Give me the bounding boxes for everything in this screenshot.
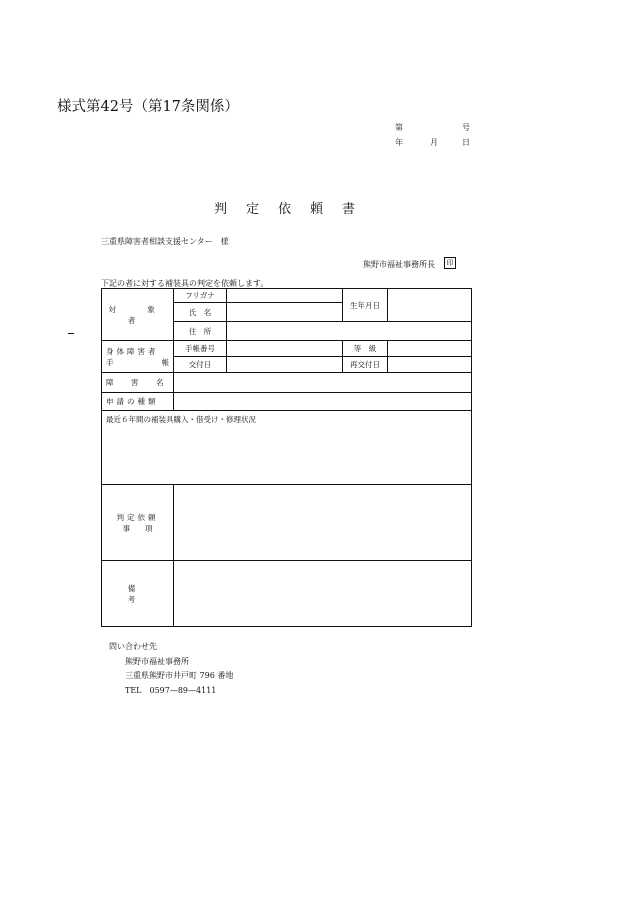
remarks-label: 備 考 (127, 583, 187, 604)
grade-label: 等 級 (343, 341, 388, 357)
subject-label: 対 象 者 (108, 304, 187, 325)
history-label: 最近６年間の補装具購入・借受け・修理状況 (106, 415, 256, 424)
request-items-label-line2: 事 項 (122, 523, 153, 533)
contact-tel: TEL 0597—89—4111 (125, 686, 217, 695)
handbook-label-cell (102, 341, 174, 373)
birthdate-value[interactable] (388, 289, 472, 322)
sender: 熊野市福祉事務所長 (363, 260, 435, 269)
handbook-number-label: 手帳番号 (174, 341, 227, 357)
birthdate-label: 生年月日 (343, 289, 388, 322)
address-label: 住 所 (174, 322, 227, 341)
application-type-value[interactable] (174, 393, 472, 411)
number-label-go: 号 (462, 123, 470, 132)
request-form-table (101, 288, 472, 627)
addressee: 三重県障害者相談支援センター 様 (101, 237, 229, 246)
reissue-date-value[interactable] (388, 357, 472, 373)
application-type-label-cell (102, 393, 174, 411)
contact-office: 熊野市福祉事務所 (125, 657, 189, 666)
request-items-label-line1: 判定依頼 (116, 512, 159, 522)
intro-text: 下記の者に対する補装具の判定を依頼します。 (101, 279, 269, 288)
number-label-dai: 第 (395, 123, 403, 132)
issue-date-label: 交付日 (174, 357, 227, 373)
date-label-year: 年 (395, 138, 403, 147)
handbook-number-value[interactable] (227, 341, 343, 357)
date-label-day: 日 (462, 138, 470, 147)
history-cell[interactable] (102, 411, 472, 485)
handbook-label-line2 (106, 357, 169, 368)
furigana-label: フリガナ (174, 289, 227, 303)
handbook-label-cho: 帳 (161, 357, 169, 367)
form-number: 様式第42号（第17条関係） (57, 99, 239, 115)
name-label: 氏 名 (174, 303, 227, 322)
reissue-date-label: 再交付日 (343, 357, 388, 373)
contact-address: 三重県熊野市井戸町 796 番地 (125, 671, 234, 680)
issue-date-value[interactable] (227, 357, 343, 373)
handbook-label-te: 手 (106, 357, 114, 367)
request-items-value[interactable] (174, 485, 472, 561)
furigana-value[interactable] (227, 289, 343, 303)
margin-mark (68, 333, 74, 334)
subject-label-cell (102, 289, 187, 341)
document-title: 判定依頼書 (214, 202, 375, 217)
date-label-month: 月 (430, 138, 438, 147)
remarks-label-cell (102, 561, 187, 627)
disability-name-label-cell (102, 373, 174, 393)
contact-heading: 問い合わせ先 (109, 642, 157, 651)
name-value[interactable] (227, 303, 343, 322)
address-value[interactable] (227, 322, 472, 341)
handbook-label-line1: 身体障害者 (106, 346, 159, 356)
application-type-label: 申請の種類 (106, 397, 159, 406)
request-items-label-cell (102, 485, 174, 561)
remarks-value[interactable] (174, 561, 472, 627)
grade-value[interactable] (388, 341, 472, 357)
disability-name-value[interactable] (174, 373, 472, 393)
disability-name-label: 障 害 名 (106, 378, 169, 387)
seal-box: 印 (444, 257, 456, 269)
